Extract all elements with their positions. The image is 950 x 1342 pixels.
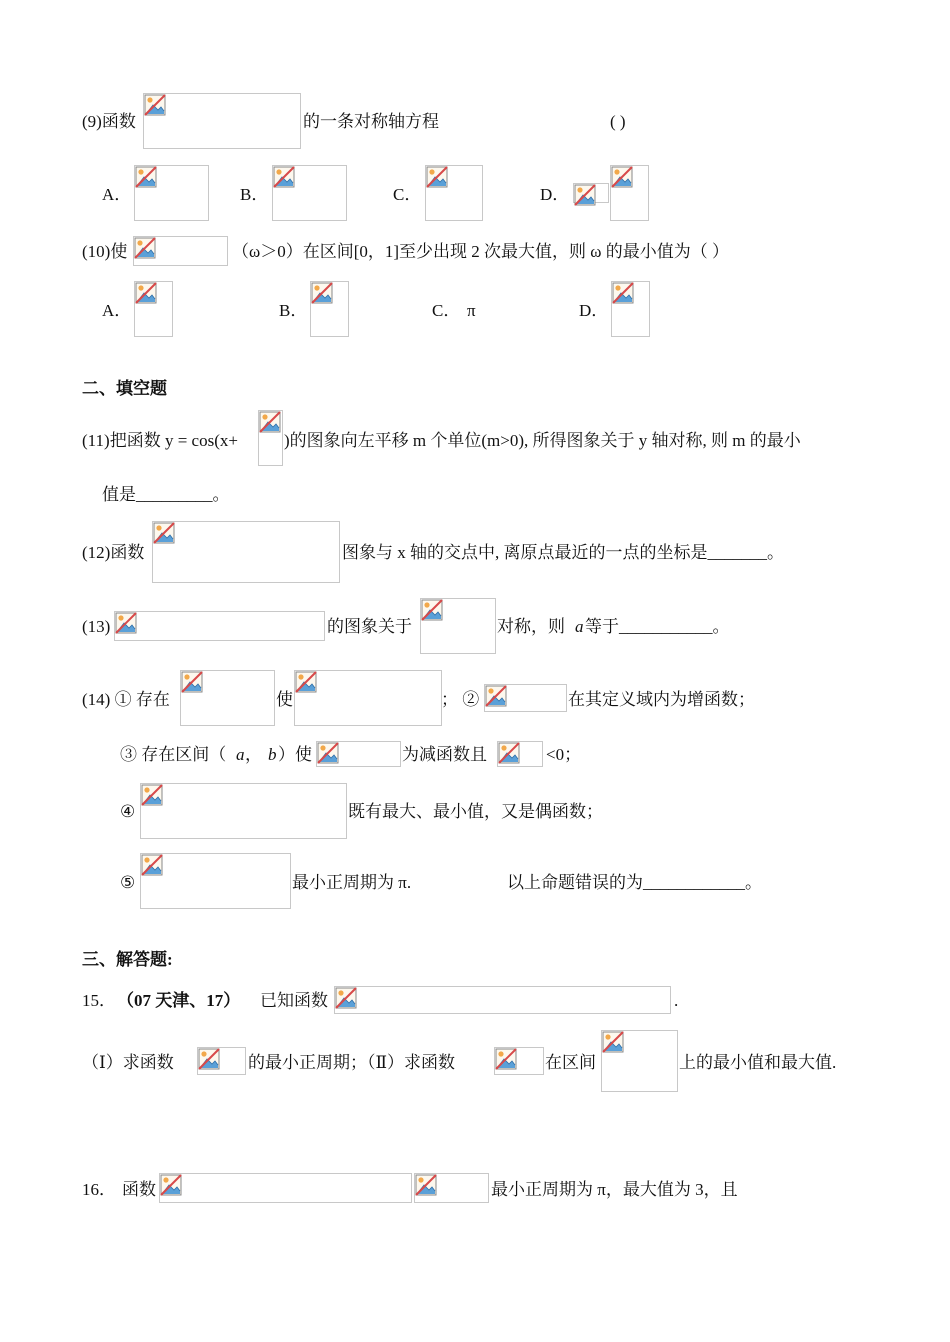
broken-image-icon xyxy=(181,671,203,693)
option-a-image xyxy=(134,281,173,337)
formula-image xyxy=(152,521,340,583)
q15-num: 15． xyxy=(82,991,116,1010)
broken-image-icon xyxy=(574,184,596,206)
q14-l2-lead: ③ 存在区间（ xyxy=(120,745,227,764)
q16-num: 16． xyxy=(82,1180,116,1199)
q12-lead: (12)函数 xyxy=(82,543,145,562)
broken-image-icon xyxy=(135,282,157,304)
broken-image-icon xyxy=(160,1174,182,1196)
option-a-label: A． xyxy=(102,185,132,204)
q11-lead: (11)把函数 y = cos(x+ xyxy=(82,431,238,450)
q13-lead: (13) xyxy=(82,617,111,636)
option-b-image xyxy=(272,165,347,221)
q15-lead: 已知函数 xyxy=(260,991,328,1010)
formula-image xyxy=(180,670,275,726)
q14-inc: 在其定义域内为增函数； xyxy=(568,690,755,709)
q13-after-b: 等于___________。 xyxy=(585,617,730,636)
q14-l4-lead: ⑤ xyxy=(120,873,136,892)
q11-text: )的图象向左平移 m 个单位(m>0), 所得图象关于 y 轴对称, 则 m 的最小 xyxy=(284,431,801,450)
q15-source: （07 天津、17） xyxy=(117,991,241,1010)
option-d-image-small xyxy=(573,183,609,203)
broken-image-icon xyxy=(153,522,175,544)
broken-image-icon xyxy=(259,411,281,433)
section-title: 二、填空题 xyxy=(82,379,167,398)
q14-semi: ； ② xyxy=(441,690,480,709)
q10-text: （ω＞0）在区间[0，1]至少出现 2 次最大值，则 ω 的最小值为（ ） xyxy=(232,242,729,261)
broken-image-icon xyxy=(611,166,633,188)
broken-image-icon xyxy=(198,1048,220,1070)
formula-image xyxy=(414,1173,489,1203)
q14-l2-dec: 为减函数且 xyxy=(402,745,487,764)
q14-l4-tail: 以上命题错误的为____________。 xyxy=(507,873,762,892)
broken-image-icon xyxy=(141,854,163,876)
formula-image xyxy=(420,598,496,654)
q13-after-a: 对称，则 xyxy=(497,617,565,636)
option-d-image xyxy=(610,165,649,221)
q14-l3-text: 既有最大、最小值，又是偶函数； xyxy=(348,802,603,821)
q14-l3-lead: ④ xyxy=(120,802,136,821)
q14-l2-close: ）使 xyxy=(278,745,312,764)
broken-image-icon xyxy=(421,599,443,621)
option-c-label: C． xyxy=(432,301,461,320)
q9-lead: (9)函数 xyxy=(82,112,136,131)
formula-image xyxy=(114,611,325,641)
option-d-image xyxy=(611,281,650,337)
q14-lead: (14) ① 存在 xyxy=(82,690,170,709)
broken-image-icon xyxy=(273,166,295,188)
q11-line2: 值是_________。 xyxy=(102,485,230,504)
formula-image xyxy=(197,1047,246,1075)
q12-text: 图象与 x 轴的交点中, 离原点最近的一点的坐标是_______。 xyxy=(342,543,784,562)
formula-image xyxy=(258,410,283,466)
broken-image-icon xyxy=(335,987,357,1009)
q15-dot: . xyxy=(674,991,679,1010)
q15-end: 上的最小值和最大值. xyxy=(679,1053,837,1072)
broken-image-icon xyxy=(426,166,448,188)
formula-image xyxy=(133,236,228,266)
answer-paren: ( ) xyxy=(610,112,626,131)
broken-image-icon xyxy=(295,671,317,693)
q13-mid: 的图象关于 xyxy=(327,617,412,636)
broken-image-icon xyxy=(317,742,339,764)
broken-image-icon xyxy=(311,282,333,304)
q14-l4-text: 最小正周期为 π. xyxy=(292,873,412,892)
q15-interval: 在区间 xyxy=(545,1053,596,1072)
broken-image-icon xyxy=(144,94,166,116)
formula-image xyxy=(497,741,543,767)
formula-image xyxy=(334,986,671,1014)
q15-part2: 的最小正周期；（Ⅱ）求函数 xyxy=(248,1053,456,1072)
option-c-label: C． xyxy=(393,185,422,204)
q14-use: 使 xyxy=(276,690,293,709)
q13-var: a xyxy=(575,617,584,636)
q10-lead: (10)使 xyxy=(82,242,128,261)
broken-image-icon xyxy=(141,784,163,806)
broken-image-icon xyxy=(115,612,137,634)
q14-l2-b: b xyxy=(268,745,277,764)
option-a-image xyxy=(134,165,209,221)
formula-image xyxy=(316,741,401,767)
q16-text: 最小正周期为 π，最大值为 3，且 xyxy=(491,1180,738,1199)
q14-l2-end: <0； xyxy=(546,745,582,764)
formula-image xyxy=(140,853,291,909)
option-b-label: B． xyxy=(279,301,308,320)
formula-image xyxy=(143,93,301,149)
q14-l2-a: a xyxy=(236,745,245,764)
formula-image xyxy=(159,1173,412,1203)
section-title: 三、解答题: xyxy=(82,950,173,969)
q16-lead: 函数 xyxy=(122,1180,156,1199)
broken-image-icon xyxy=(415,1174,437,1196)
option-c-value: π xyxy=(467,301,476,320)
q15-part1: （Ⅰ）求函数 xyxy=(82,1053,174,1072)
formula-image xyxy=(140,783,347,839)
formula-image xyxy=(484,684,567,712)
broken-image-icon xyxy=(602,1031,624,1053)
broken-image-icon xyxy=(498,742,520,764)
broken-image-icon xyxy=(135,166,157,188)
broken-image-icon xyxy=(612,282,634,304)
q9-text: 的一条对称轴方程 xyxy=(303,112,439,131)
option-b-image xyxy=(310,281,349,337)
option-c-image xyxy=(425,165,483,221)
option-d-label: D． xyxy=(540,185,570,204)
formula-image xyxy=(601,1030,678,1092)
formula-image xyxy=(494,1047,544,1075)
formula-image xyxy=(294,670,442,726)
broken-image-icon xyxy=(485,685,507,707)
q14-l2-comma: ， xyxy=(245,745,262,764)
option-a-label: A． xyxy=(102,301,132,320)
option-d-label: D． xyxy=(579,301,609,320)
option-b-label: B． xyxy=(240,185,269,204)
broken-image-icon xyxy=(134,237,156,259)
broken-image-icon xyxy=(495,1048,517,1070)
